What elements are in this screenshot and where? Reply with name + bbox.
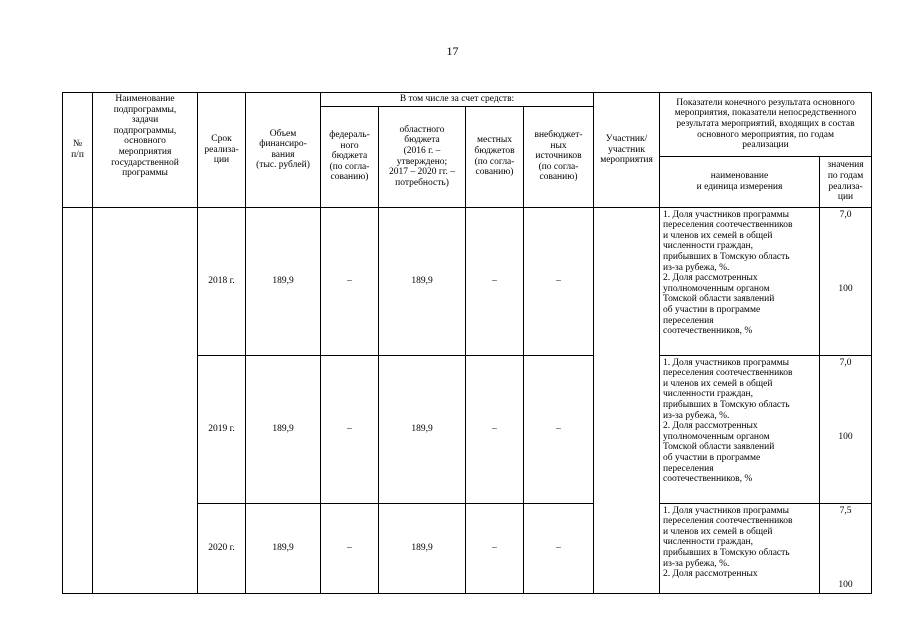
row-name-cell <box>93 207 198 593</box>
header-term: Срок реализа- ции <box>198 93 246 208</box>
header-indicator-values: значения по годам реализа- ции <box>820 156 872 207</box>
volume-cell: 189,9 <box>246 355 321 503</box>
participant-cell <box>594 207 660 593</box>
indicator-text-cell: 1. Доля участников программы переселения соотечественников и членов их семей в общей численности граждан, прибывших в Томскую область из-за рубежа, %. 2. Доля рассмотренных уполномоченным органом Томской области заявлений об участии в программе переселения соотечественников, % <box>660 355 820 503</box>
federal-cell: – <box>321 503 379 593</box>
header-regional: областного бюджета (2016 г. – утверждено; 2017 – 2020 гг. – потребность) <box>379 106 466 207</box>
local-cell: – <box>466 355 524 503</box>
header-including: В том числе за счет средств: <box>321 93 594 107</box>
page-number: 17 <box>446 44 459 58</box>
regional-cell: 189,9 <box>379 503 466 593</box>
header-federal: федераль- ного бюджета (по согла- сованию) <box>321 106 379 207</box>
indicator-values-cell <box>820 207 872 355</box>
indicator-value-1: 7,0 <box>839 357 852 368</box>
year-cell: 2018 г. <box>198 207 246 355</box>
year-cell: 2020 г. <box>198 503 246 593</box>
volume-cell: 189,9 <box>246 503 321 593</box>
indicator-values-cell <box>820 355 872 503</box>
extra-cell: – <box>524 207 594 355</box>
federal-cell: – <box>321 207 379 355</box>
financing-table <box>62 92 872 594</box>
header-num: № п/п <box>63 93 93 208</box>
header-participant: Участник/ участник мероприятия <box>594 93 660 208</box>
indicator-value-1: 7,0 <box>839 209 852 220</box>
indicator-value-2: 100 <box>838 580 853 591</box>
indicator-value-2: 100 <box>838 284 853 295</box>
table-row <box>63 207 872 355</box>
header-indicators: Показатели конечного результата основного мероприятия, показатели непосредственного результата мероприятий, входящих в состав основного мероприятия, по годам реализации <box>660 93 872 157</box>
year-cell: 2019 г. <box>198 355 246 503</box>
local-cell: – <box>466 207 524 355</box>
regional-cell: 189,9 <box>379 207 466 355</box>
indicator-text-cell: 1. Доля участников программы переселения соотечественников и членов их семей в общей численности граждан, прибывших в Томскую область из-за рубежа, %. 2. Доля рассмотренных <box>660 503 820 593</box>
header-volume: Объем финансиро- вания (тыс. рублей) <box>246 93 321 208</box>
regional-cell: 189,9 <box>379 355 466 503</box>
indicator-value-1: 7,5 <box>839 505 852 516</box>
indicator-text-cell: 1. Доля участников программы переселения соотечественников и членов их семей в общей численности граждан, прибывших в Томскую область из-за рубежа, %. 2. Доля рассмотренных уполномоченным органом Томской области заявлений об участии в программе переселения соотечественников, % <box>660 207 820 355</box>
header-row-1 <box>63 93 872 107</box>
local-cell: – <box>466 503 524 593</box>
header-name: Наименование подпрограммы, задачи подпрограммы, основного мероприятия государственной программы <box>93 93 198 208</box>
extra-cell: – <box>524 503 594 593</box>
extra-cell: – <box>524 355 594 503</box>
header-extra: внебюджет- ных источников (по согла- сованию) <box>524 106 594 207</box>
header-local: местных бюджетов (по согла- сованию) <box>466 106 524 207</box>
header-indicator-name: наименование и единица измерения <box>660 156 820 207</box>
row-number-cell <box>63 207 93 593</box>
volume-cell: 189,9 <box>246 207 321 355</box>
indicator-value-2: 100 <box>838 432 853 443</box>
indicator-values-cell <box>820 503 872 593</box>
federal-cell: – <box>321 355 379 503</box>
